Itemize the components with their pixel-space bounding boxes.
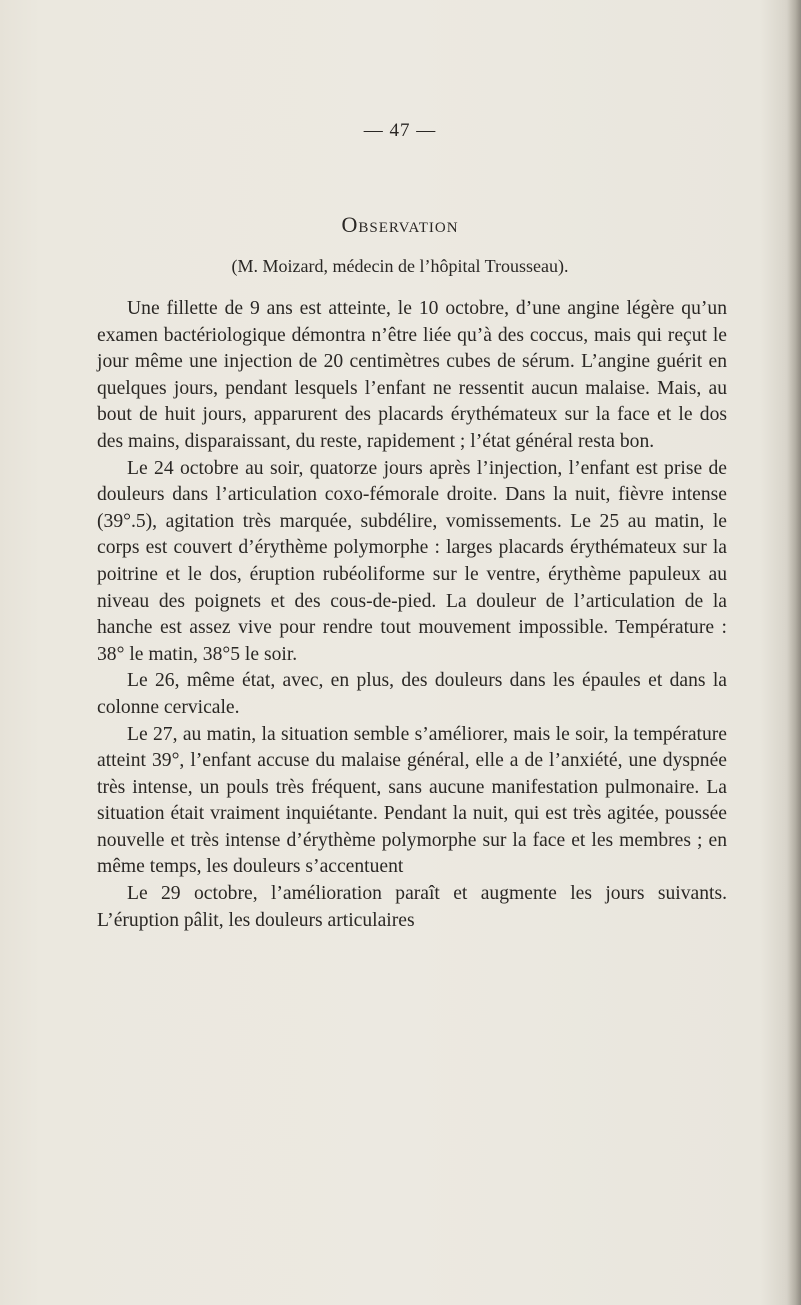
page-title: Observation	[341, 212, 459, 237]
paragraph: Le 27, au matin, la situation semble s’améliorer, mais le soir, la température atteint 39°, l’enfant accuse du malaise général, elle a de l’anxiété, une dyspnée très intense, un pouls très fréquent, sans aucune manifestation pulmonaire. La situation était vraiment inquiétante. Pendant la nuit, qui est très agitée, poussée nouvelle et très intense d’érythème polymorphe sur la face et les membres ; en même temps, les douleurs s’accentuent	[97, 723, 727, 878]
paragraph: Le 29 octobre, l’amélioration paraît et augmente les jours suivants. L’éruption pâlit, les douleurs articulaires	[97, 883, 727, 931]
paragraph: Le 26, même état, avec, en plus, des douleurs dans les épaules et dans la colonne cervicale.	[97, 670, 727, 718]
body-text	[97, 296, 727, 934]
page-edge-shadow	[787, 0, 801, 1305]
paragraph: Une fillette de 9 ans est atteinte, le 10 octobre, d’une angine légère qu’un examen bactériologique démontra n’être liée qu’à des coccus, mais qui reçut le jour même une injection de 20 centimètres cubes de sérum. L’angine guérit en quelques jours, pendant lesquels l’enfant ne ressentit aucun malaise. Mais, au bout de huit jours, apparurent des placards érythémateux sur la face et le dos des mains, disparaissant, du reste, rapidement ; l’état général resta bon.	[97, 298, 727, 452]
paragraph: Le 24 octobre au soir, quatorze jours après l’injection, l’enfant est prise de douleurs dans l’articulation coxo-fémorale droite. Dans la nuit, fièvre intense (39°.5), agitation très marquée, subdélire, vomissements. Le 25 au matin, le corps est couvert d’érythème polymorphe : larges placards érythémateux sur la poitrine et le dos, éruption rubéoliforme sur le ventre, érythème papuleux au niveau des poignets et des cous-de-pied. La douleur de l’articulation de la hanche est assez vive pour rendre tout mouvement impossible. Température : 38° le matin, 38°5 le soir.	[97, 457, 727, 665]
page-number: — 47 —	[363, 120, 437, 141]
page-subtitle: (M. Moizard, médecin de l’hôpital Trousseau).	[231, 256, 569, 276]
